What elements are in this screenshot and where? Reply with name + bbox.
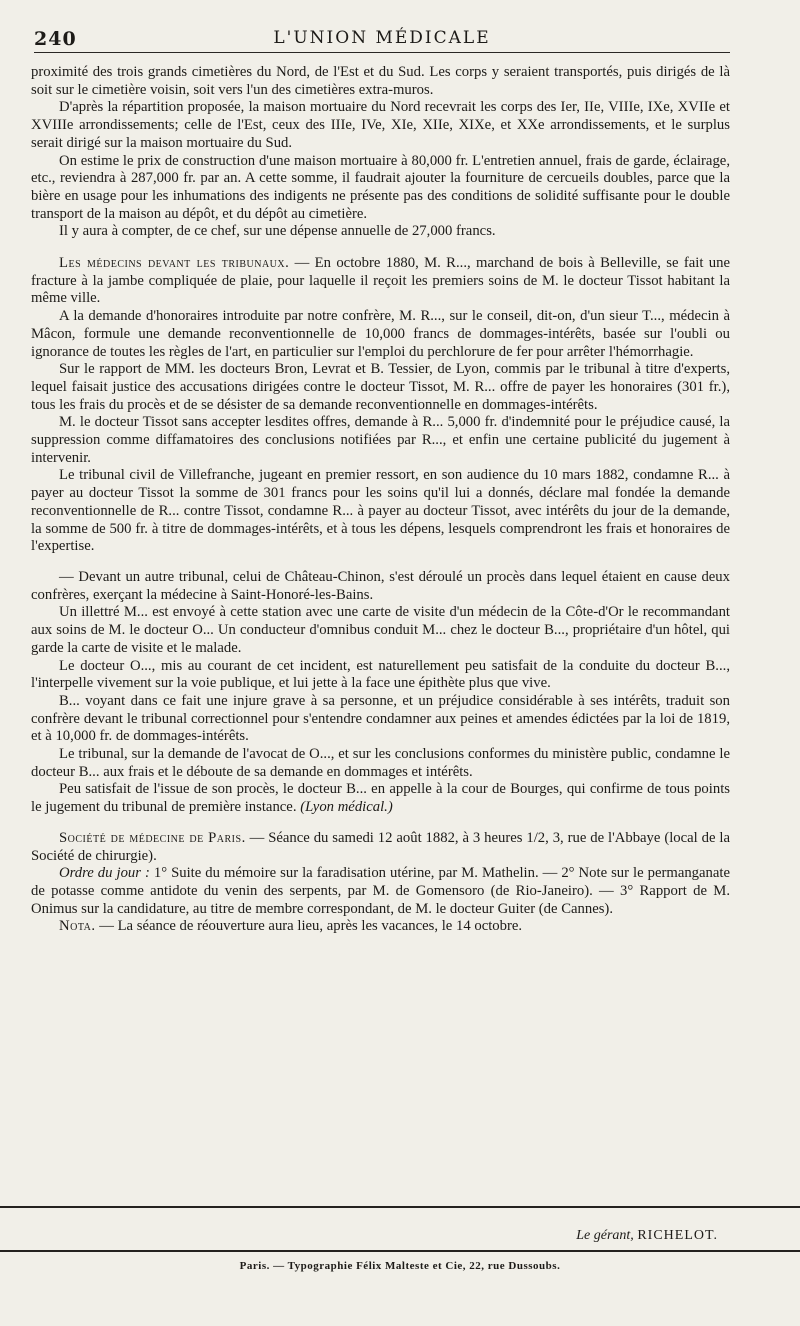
signature [576,1228,718,1244]
ordre-du-jour-label: Ordre du jour : [59,865,150,882]
section-rubric-medecins: Les médecins devant les tribunaux. [59,255,290,272]
paragraph-continuation: proximité des trois grands cimetières du Nord, de l'Est et du Sud. Les corps y seraient transportés, puis dirigés de là soit sur le cimetière voisin, soit vers l'un des cimetières extra-muros. [31,64,730,98]
paragraph-illettre: Un illettré M... est envoyé à cette station avec une carte de visite d'un médecin de la Côte-d'Or le recommandant aux soins de M. le docteur O... Un conducteur d'omnibus conduit M... chez le docteur B..., propriétaire d'un hôtel, qui garde la carte de visite et le malade. [31,604,730,656]
source-citation: (Lyon médical.) [300,799,393,816]
paragraph-text: 1° Suite du mémoire sur la faradisation utérine, par M. Mathelin. — 2° Note sur le permanganate de potasse comme antidote du venin des serpents, par M. de Gomensoro (de Rio-Janeiro). — 3° Rapport de M. Onimus sur la candidature, au titre de membre correspondant, de M. le docteur Guiter (de Cannes). [31,865,731,917]
paragraph-honoraires: A la demande d'honoraires introduite par notre confrère, M. R..., sur le conseil, dit-on, d'un sieur T..., médecin à Mâcon, formule une demande reconventionnelle de 10,000 francs de dommages-intérêts, basée sur l'oubli ou ignorance de toutes les règles de l'art, en particulier sur l'emploi du perchlorure de fer pour arrêter l'hémorrhagie. [31,308,730,360]
paragraph-chateau-chinon: — Devant un autre tribunal, celui de Château-Chinon, s'est déroulé un procès dans lequel étaient en cause deux confrères, exerçant la médecine à Saint-Honoré-les-Bains. [31,568,730,603]
paragraph-rapport-experts: Sur le rapport de MM. les docteurs Bron, Levrat et B. Tessier, de Lyon, commis par le tribunal à titre d'experts, lequel faisait justice des accusations dirigées contre le docteur Tissot, M. R... offre de payer les honoraires (301 fr.), tous les frais du procès et de se désister de sa demande reconventionnelle en dommages-intérêts. [31,361,730,413]
signature-name: RICHELOT. [637,1228,718,1243]
paragraph-medecins-tribunaux [31,255,730,308]
paragraph-text: — En octobre 1880, M. R..., marchand de bois à Belleville, se fait une fracture à la jambe compliquée de plaie, pour laquelle il reçoit les premiers soins de M. le docteur Tissot habitant la même ville. [31,255,730,307]
paragraph-text: Peu satisfait de l'issue de son procès, le docteur B... en appelle à la cour de Bourges, qui confirme de tous points le jugement du tribunal de première instance. [31,781,730,816]
page-header [34,22,730,53]
paragraph-ordre-du-jour [31,865,730,918]
footer-rule-bottom [0,1250,800,1252]
paragraph-indemnite: M. le docteur Tissot sans accepter lesdites offres, demande à R... 5,000 fr. d'indemnité pour le préjudice causé, la suppression comme diffamatoires des conclusions notifiées par R..., et enfin une certaine publicité du jugement à intervenir. [31,414,730,466]
signature-title: Le gérant, [576,1228,634,1243]
paragraph-appel-bourges [31,781,730,816]
running-title: L'UNION MÉDICALE [273,28,491,48]
paragraph-societe-medecine [31,830,730,865]
paragraph-nota [31,918,730,936]
paragraph-annual-expense: Il y aura à compter, de ce chef, sur une dépense annuelle de 27,000 francs. [59,223,496,240]
paragraph-docteur-o: Le docteur O..., mis au courant de cet incident, est naturellement peu satisfait de la conduite du docteur B..., l'interpelle vivement sur la voie publique, et lui jette à la face une épithète plus que vive. [31,657,730,692]
nota-label: Nota. [59,918,96,935]
printer-imprint: Paris. — Typographie Félix Malteste et Cie, 22, rue Dussoubs. [239,1260,561,1272]
paragraph-text: — Séance du samedi 12 août 1882, à 3 heures 1/2, 3, rue de l'Abbaye (local de la Société de chirurgie). [31,829,730,864]
footer-rule-top [0,1206,800,1208]
paragraph-injure: B... voyant dans ce fait une injure grave à sa personne, et un préjudice considérable à ses intérêts, traduit son confrère devant le tribunal correctionnel pour s'entendre condamner aux peines et amendes édictées par la loi de 1819, et à 10,000 fr. de dommages-intérêts. [31,692,730,745]
paragraph-repartition: D'après la répartition proposée, la maison mortuaire du Nord recevrait les corps des Ier, IIe, VIIIe, IXe, XVIIe et XVIIIe arrondissements; celle de l'Est, ceux des IIIe, IVe, XIe, XIIe, XIXe, et XXe arrondissements, et le surplus serait dirigé sur la maison mortuaire du Sud. [31,99,730,151]
paragraph-cost-estimate: On estime le prix de construction d'une maison mortuaire à 80,000 fr. L'entretien annuel, frais de garde, éclairage, etc., reviendra à 287,000 fr. par an. A cette somme, il faudrait ajouter la fourniture de cercueils doubles, parce que la bière en usage pour les inhumations des indigents ne présente pas des conditions de solidité suffisante pour le double transport de la maison au dépôt, et du dépôt au cimetière. [31,152,730,222]
paragraph-tribunal-deboute: Le tribunal, sur la demande de l'avocat de O..., et sur les conclusions conformes du ministère public, condamne le docteur B... aux frais et le déboute de sa demande en dommages et intérêts. [31,746,730,780]
paragraph-jugement-villefranche: Le tribunal civil de Villefranche, jugeant en premier ressort, en son audience du 10 mars 1882, condamne R... à payer au docteur Tissot la somme de 301 francs pour les soins qu'il lui a donnés, déclare mal fondée la demande reconventionnelle de R... contre Tissot, condamne R... à payer au docteur Tissot, avec intérêts du jour de la demande, la somme de 500 fr. à titre de dommages-intérêts, et à tous les dépens, lesquels comprendront les frais et honoraires de l'expertise. [31,467,730,555]
paragraph-text: — La séance de réouverture aura lieu, après les vacances, le 14 octobre. [95,918,523,935]
section-rubric-societe: Société de médecine de Paris. [59,829,246,846]
page-number: 240 [34,28,77,50]
article-body [31,64,730,936]
